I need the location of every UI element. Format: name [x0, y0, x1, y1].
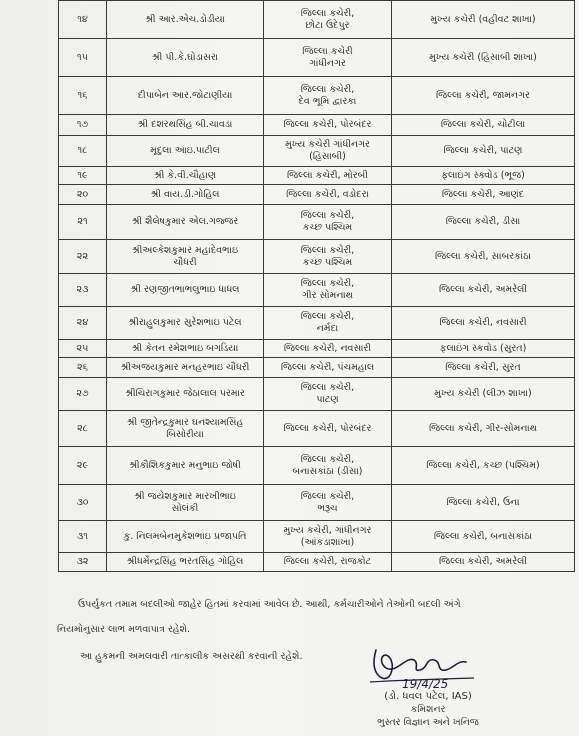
implementation-paragraph: આ હુકમની અમલવારી તાત્કાલીક અસરથી કરવાની રહેશે.	[80, 651, 303, 662]
table-row	[59, 1, 575, 39]
signatory-block	[348, 690, 508, 729]
from-office-cell: જિલ્લા કચેરી, ગીર સોમનાથ	[264, 274, 392, 307]
from-office-cell: જિલ્લા કચેરી, પોરબંદર	[264, 411, 392, 447]
transfer-table	[58, 0, 575, 572]
employee-name-cell: શ્રીઅલ્કેશકુમાર મહાદેવભાઇ ચૌધરી	[107, 240, 264, 274]
to-office-cell: જિલ્લા કચેરી, પાટણ	[392, 136, 575, 167]
employee-name-cell: શ્રીરાહુલકુમાર સુરેશભાઇ પટેલ	[107, 307, 264, 340]
employee-name-cell: કુ. નિલમબેનમુકેશભાઇ પ્રજાપતિ	[107, 521, 264, 553]
to-office-cell: જિલ્લા કચેરી, આણંદ	[392, 185, 575, 205]
from-office-cell: મુખ્ય કચેરી ગાંધીનગર (હિસાબી)	[264, 136, 392, 167]
transfer-table-body	[59, 1, 575, 572]
serial-cell: ૨૮	[59, 411, 107, 447]
from-office-cell: જિલ્લા કચેરી ગાંધીનગર	[264, 39, 392, 77]
to-office-cell: ફલાઇંગ સ્કવોડ (સુરત)	[392, 340, 575, 358]
serial-cell: ૩૧	[59, 521, 107, 553]
employee-name-cell: શ્રી કે.વી.ચૌહાણ	[107, 167, 264, 185]
table-row	[59, 447, 575, 485]
order-paragraph-line-1: ઉપર્યુકત તમામ બદલીઓ જાહેર હિતમાં કરવામાં આવેલ છે. આથી, કર્મચારીઓને તેઓની બદલી અંગે	[78, 599, 461, 610]
from-office-cell: જિલ્લા કચેરી, પંચમહાલ	[264, 358, 392, 378]
serial-cell: ૨૨	[59, 240, 107, 274]
table-row	[59, 358, 575, 378]
to-office-cell: જિલ્લા કચેરી, ચોટીલા	[392, 115, 575, 136]
signature-date: 19/4/25	[402, 677, 449, 690]
employee-name-cell: શ્રીધર્મેન્દ્રસિંહ ભરતસિંહ ગોહિલ	[107, 553, 264, 572]
to-office-cell: જિલ્લા કચેરી, ડીસા	[392, 205, 575, 240]
serial-cell: ૧૪	[59, 1, 107, 39]
table-row	[59, 340, 575, 358]
table-row	[59, 39, 575, 77]
to-office-cell: જિલ્લા કચેરી, ગીર-સોમનાથ	[392, 411, 575, 447]
to-office-cell: મુખ્ય કચેરી (હિસાબી શાખા)	[392, 39, 575, 77]
serial-cell: ૨૭	[59, 378, 107, 411]
serial-cell: ૨૫	[59, 340, 107, 358]
serial-cell: ૨૩	[59, 274, 107, 307]
to-office-cell: જિલ્લા કચેરી, અમરેલી	[392, 553, 575, 572]
signer-name: (ડો. ધવલ પટેલ, IAS)	[384, 691, 472, 702]
from-office-cell: જિલ્લા કચેરી, વડોદરા	[264, 185, 392, 205]
table-row	[59, 553, 575, 572]
serial-cell: ૩૨	[59, 553, 107, 572]
from-office-cell: જિલ્લા કચેરી, ભરૂચ	[264, 485, 392, 521]
employee-name-cell: મૃદુલા આઇ.પાટીલ	[107, 136, 264, 167]
table-row	[59, 378, 575, 411]
serial-cell: ૧૬	[59, 77, 107, 115]
from-office-cell: જિલ્લા કચેરી, દેવ ભૂમિ દ્વારકા	[264, 77, 392, 115]
serial-cell: ૧૭	[59, 115, 107, 136]
to-office-cell: મુખ્ય કચેરી (વહીવટ શાખા)	[392, 1, 575, 39]
table-row	[59, 77, 575, 115]
employee-name-cell: દીપાબેન આર.જોટાણીયા	[107, 77, 264, 115]
employee-name-cell: શ્રી આર.એચ.ડોડીયા	[107, 1, 264, 39]
table-row	[59, 240, 575, 274]
employee-name-cell: શ્રી કેતન રમેશભાઇ બગડિયા	[107, 340, 264, 358]
from-office-cell: જિલ્લા કચેરી, છોટા ઉદેપુર	[264, 1, 392, 39]
employee-name-cell: શ્રી જીતેન્દ્રકુમાર ઘનશ્યામસિંહ બિસોરીયા	[107, 411, 264, 447]
serial-cell: ૨૪	[59, 307, 107, 340]
serial-cell: ૨૧	[59, 205, 107, 240]
serial-cell: ૩૦	[59, 485, 107, 521]
signer-title: કમિશનર	[410, 704, 446, 715]
from-office-cell: જિલ્લા કચેરી, પાટણ	[264, 378, 392, 411]
from-office-cell: જિલ્લા કચેરી, બનાસકાંઠા (ડીસા)	[264, 447, 392, 485]
to-office-cell: જિલ્લા કચેરી, સુરત	[392, 358, 575, 378]
table-row	[59, 411, 575, 447]
table-row	[59, 307, 575, 340]
from-office-cell: જિલ્લા કચેરી, રાજકોટ	[264, 553, 392, 572]
to-office-cell: જિલ્લા કચેરી, જામનગર	[392, 77, 575, 115]
serial-cell: ૧૮	[59, 136, 107, 167]
to-office-cell: મુખ્ય કચેરી (લીઝ શાખા)	[392, 378, 575, 411]
serial-cell: ૧૯	[59, 167, 107, 185]
serial-cell: ૨૬	[59, 358, 107, 378]
to-office-cell: જિલ્લા કચેરી, સાબરકાંઠા	[392, 240, 575, 274]
serial-cell: ૨૦	[59, 185, 107, 205]
table-row	[59, 274, 575, 307]
table-row	[59, 205, 575, 240]
to-office-cell: જિલ્લા કચેરી, કચ્છ (પશ્ચિમ)	[392, 447, 575, 485]
from-office-cell: જિલ્લા કચેરી, નવસારી	[264, 340, 392, 358]
employee-name-cell: શ્રી પી.કે.ઘોડાસરા	[107, 39, 264, 77]
to-office-cell: જિલ્લા કચેરી, બનાસકાંઠા	[392, 521, 575, 553]
from-office-cell: જિલ્લા કચેરી, નર્મદા	[264, 307, 392, 340]
from-office-cell: જિલ્લા કચેરી, મોરબી	[264, 167, 392, 185]
employee-name-cell: શ્રીચિરાગકુમાર જેઠાલાલ પરમાર	[107, 378, 264, 411]
to-office-cell: ફલાઇંગ સ્ક્વોડ (ભૂજ)	[392, 167, 575, 185]
from-office-cell: જિલ્લા કચેરી, પોરબંદર	[264, 115, 392, 136]
serial-cell: ૧૫	[59, 39, 107, 77]
employee-name-cell: શ્રીકૌશિકકુમાર મનુભાઇ જોષી	[107, 447, 264, 485]
employee-name-cell: શ્રી દશરથસિંહ બી.ચાવડા	[107, 115, 264, 136]
table-row	[59, 185, 575, 205]
table-row	[59, 136, 575, 167]
table-row	[59, 167, 575, 185]
employee-name-cell: શ્રી શૈલેષકુમાર એલ.ગજ્જર	[107, 205, 264, 240]
employee-name-cell: શ્રી રણજીતભાભલુભાઇ ધાધલ	[107, 274, 264, 307]
employee-name-cell: શ્રીઅજયકુમાર મનહરભાઇ ચૌધરી	[107, 358, 264, 378]
employee-name-cell: શ્રી વાય.ડી.ગોહિલ	[107, 185, 264, 205]
from-office-cell: મુખ્ય કચેરી, ગાંધીનગર (આંકડાશાખા)	[264, 521, 392, 553]
to-office-cell: જિલ્લા કચેરી, અમરેલી	[392, 274, 575, 307]
order-paragraph-line-2: નિયમોનુસાર લાભ મળવાપાત્ર રહેશે.	[57, 624, 190, 635]
to-office-cell: જિલ્લા કચેરી, ઉના	[392, 485, 575, 521]
from-office-cell: જિલ્લા કચેરી, કચ્છ પશ્ચિમ	[264, 205, 392, 240]
table-row	[59, 485, 575, 521]
handwritten-signature	[362, 642, 482, 690]
serial-cell: ૨૯	[59, 447, 107, 485]
signer-department: ભુસ્તર વિજ્ઞાન અને ખનિજ	[377, 717, 479, 728]
to-office-cell: જિલ્લા કચેરી, નવસારી	[392, 307, 575, 340]
employee-name-cell: શ્રી જયેશકુમાર મારખીભાઇ સોલંકી	[107, 485, 264, 521]
table-row	[59, 521, 575, 553]
table-row	[59, 115, 575, 136]
from-office-cell: જિલ્લા કચેરી, કચ્છ પશ્ચિમ	[264, 240, 392, 274]
